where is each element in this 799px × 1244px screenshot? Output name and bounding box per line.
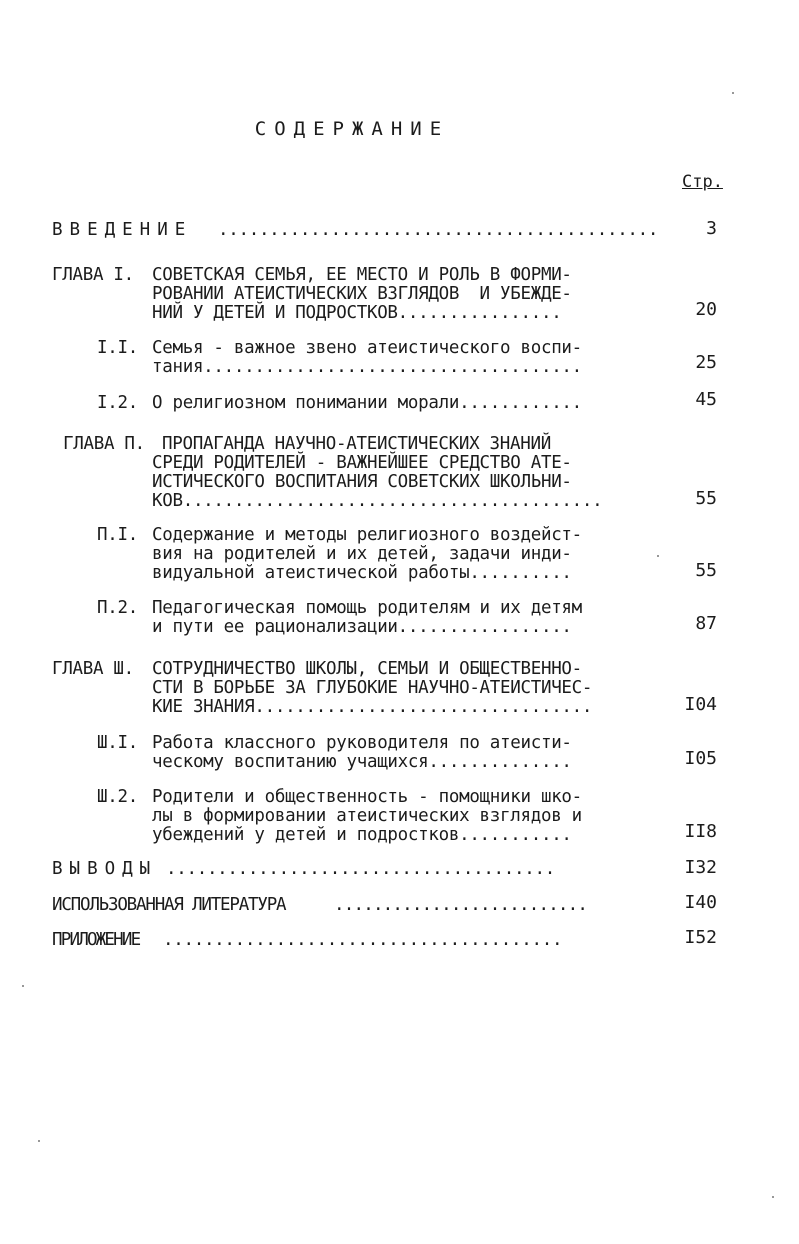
toc-leader: ...........................................	[218, 220, 659, 240]
toc-page-number: I40	[684, 892, 717, 913]
toc-text-line: СОВЕТСКАЯ СЕМЬЯ, ЕЕ МЕСТО И РОЛЬ В ФОРМИ-	[152, 265, 572, 285]
toc-page-number: 25	[695, 352, 717, 373]
toc-text-line: О религиозном понимании морали............	[152, 393, 582, 413]
toc-text-line: НИЙ У ДЕТЕЙ И ПОДРОСТКОВ................	[152, 303, 562, 323]
toc-text-line: Семья - важное звено атеистического воспи-	[152, 338, 582, 358]
toc-text-line: тания.....................................	[152, 357, 582, 377]
toc-label: ГЛАВА I.	[52, 265, 134, 285]
toc-label: I.2.	[97, 393, 138, 413]
toc-text-line: Содержание и методы религиозного воздейст-	[152, 525, 582, 545]
toc-text-line: ИСТИЧЕСКОГО ВОСПИТАНИЯ СОВЕТСКИХ ШКОЛЬНИ-	[152, 472, 572, 492]
scan-speck	[772, 1196, 774, 1198]
toc-text-line: Педагогическая помощь родителям и их детям	[152, 598, 582, 618]
toc-text-line: РОВАНИИ АТЕИСТИЧЕСКИХ ВЗГЛЯДОВ И УБЕЖДЕ-	[152, 284, 572, 304]
toc-text-line: КИЕ ЗНАНИЯ.................................	[152, 697, 593, 717]
scan-speck	[732, 92, 734, 94]
toc-page-number: I52	[684, 927, 717, 948]
toc-label: ВЫВОДЫ	[52, 859, 158, 879]
toc-text-line: вия на родителей и их детей, задачи инди-	[152, 544, 572, 564]
page-title: СОДЕРЖАНИЕ	[254, 118, 450, 140]
toc-page-number: 55	[695, 560, 717, 581]
toc-page-number: 3	[706, 218, 717, 239]
toc-text-line: Работа классного руководителя по атеисти-	[152, 733, 572, 753]
toc-text-line: СРЕДИ РОДИТЕЛЕЙ - ВАЖНЕЙШЕЕ СРЕДСТВО АТЕ-	[152, 453, 572, 473]
toc-leader: .......................................	[163, 930, 563, 950]
toc-text-line: Родители и общественность - помощники шко-	[152, 787, 582, 807]
toc-text-line: КОВ.........................................	[152, 491, 603, 511]
toc-text-line: убеждений у детей и подростков...........	[152, 825, 572, 845]
toc-page-number: 20	[695, 299, 717, 320]
toc-text-line: ПРОПАГАНДА НАУЧНО-АТЕИСТИЧЕСКИХ ЗНАНИЙ	[162, 434, 551, 454]
toc-page-number: 45	[695, 389, 717, 410]
toc-page-number: 87	[695, 613, 717, 634]
toc-page-number: I32	[684, 857, 717, 878]
page-column-label: Стр.	[682, 172, 723, 192]
toc-text-line: ческому воспитанию учащихся..............	[152, 752, 572, 772]
toc-text-line: и пути ее рационализации.................	[152, 617, 572, 637]
scan-speck	[22, 985, 24, 987]
toc-label: ВВЕДЕНИЕ	[52, 220, 193, 240]
toc-label: П.I.	[97, 525, 138, 545]
toc-label: Ш.I.	[97, 733, 138, 753]
toc-text-line: СТИ В БОРЬБЕ ЗА ГЛУБОКИЕ НАУЧНО-АТЕИСТИЧЕС-	[152, 678, 593, 698]
toc-label: ПРИЛОЖЕНИЕ	[52, 930, 140, 950]
toc-text-line: СОТРУДНИЧЕСТВО ШКОЛЫ, СЕМЬИ И ОБЩЕСТВЕННО-	[152, 659, 582, 679]
toc-label: ГЛАВА Ш.	[52, 659, 134, 679]
toc-page-number: II8	[684, 821, 717, 842]
toc-label: I.I.	[97, 338, 138, 358]
toc-leader: ......................................	[166, 859, 555, 879]
toc-text-line: видуальной атеистической работы..........	[152, 563, 572, 583]
toc-page-number: 55	[695, 488, 717, 509]
toc-text-line: лы в формировании атеистических взглядов и	[152, 806, 582, 826]
scan-speck	[38, 1140, 40, 1142]
toc-page-number: I04	[684, 694, 717, 715]
toc-label: П.2.	[97, 598, 138, 618]
toc-label: ИСПОЛЬЗОВАННАЯ ЛИТЕРАТУРА	[52, 895, 286, 915]
toc-leader: ..........................	[334, 895, 588, 915]
toc-page-number: I05	[684, 748, 717, 769]
toc-label: Ш.2.	[97, 787, 138, 807]
toc-label: ГЛАВА П.	[63, 434, 145, 454]
scan-speck	[657, 555, 659, 557]
